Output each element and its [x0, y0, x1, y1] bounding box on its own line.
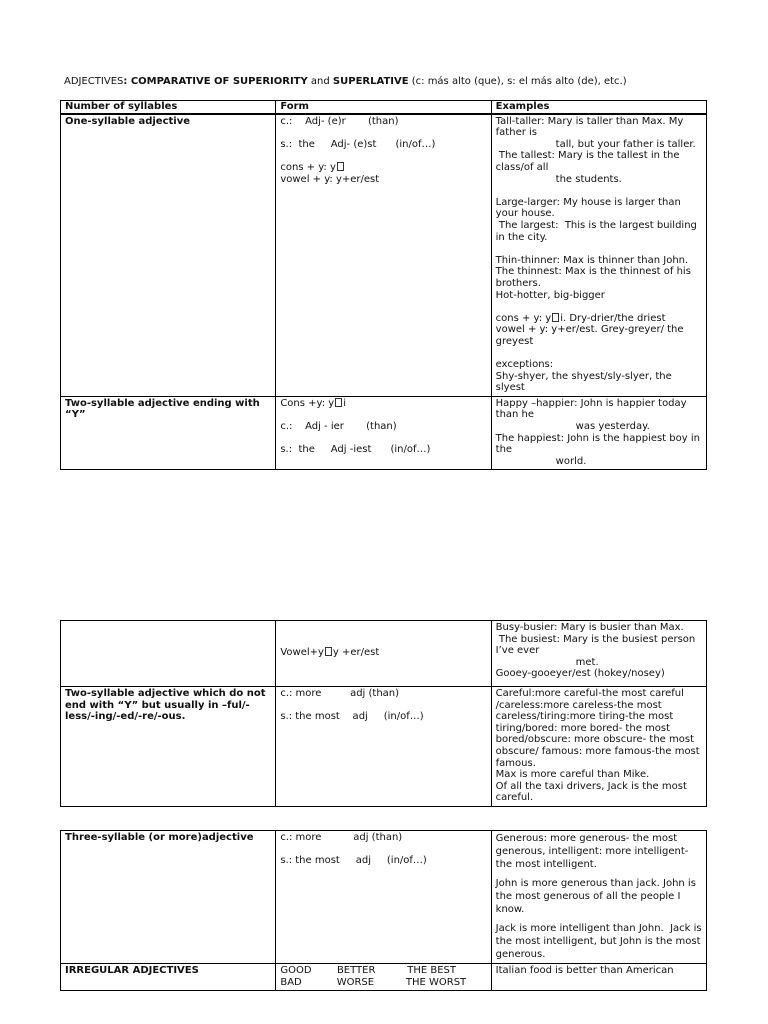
examples-cell [491, 396, 706, 470]
table-row [61, 621, 707, 687]
title-prefix: ADJECTIVES [64, 76, 124, 87]
example-line: Of all the taxi drivers, Jack is the most careful. [495, 780, 691, 804]
syllables-label: One-syllable adjective [65, 115, 191, 127]
example-line: Italian food is better than American [495, 965, 674, 976]
title-note: (c: más alto (que), s: el más alto (de), etc.) [408, 76, 627, 87]
page-title [64, 76, 744, 88]
examples-cell [491, 114, 706, 397]
header-examples: Examples [491, 101, 706, 114]
syllables-cell [61, 396, 276, 470]
adjectives-table-2 [60, 620, 707, 807]
header-form: Form [276, 101, 491, 114]
form-line: s.: the Adj -iest (in/of…) [280, 444, 431, 456]
syllables-label: Three-syllable (or more)adjective [65, 832, 254, 843]
table-row [61, 396, 707, 470]
example-line: The largest: This is the largest building in the city. [495, 219, 701, 243]
syllables-cell [61, 964, 276, 991]
form-line: c.: more adj (than) [280, 688, 400, 699]
adjectives-table-3 [60, 830, 707, 991]
example-line: the students. [555, 173, 622, 185]
table-row [61, 114, 707, 397]
title-comparative: COMPARATIVE OF SUPERIORITY [130, 76, 308, 87]
form-line: s.: the most adj (in/of…) [280, 855, 427, 867]
form-cell [276, 831, 491, 964]
example-line: The thinnest: Max is the thinnest of his brothers. [495, 266, 695, 289]
title-and: and [307, 76, 333, 87]
form-line: Vowel+y y +er/est [280, 647, 380, 659]
examples-cell [491, 687, 706, 807]
examples-cell [491, 831, 706, 964]
title-superlative: SUPERLATIVE [332, 76, 409, 87]
example-line: The busiest: Mary is the busiest person I’ve ever [495, 633, 699, 657]
form-cell [276, 114, 491, 397]
example-line: cons + y: y i. Dry-drier/the driest [495, 312, 666, 324]
form-cell [276, 396, 491, 470]
example-line: world. [555, 455, 587, 467]
example-line: John is more generous than jack. John is the most generous of all the people I know. [495, 878, 700, 915]
example-line: The tallest: Mary is the tallest in the class/of all [495, 150, 683, 173]
form-line: s.: the Adj- (e)st (in/of…) [280, 138, 436, 150]
example-line: The happiest: John is the happiest boy in the [495, 432, 704, 456]
missing-glyph-icon [335, 398, 342, 407]
header-syllables: Number of syllables [61, 101, 276, 114]
form-cell [276, 621, 491, 687]
table-row [61, 687, 707, 807]
example-line: tall, but your father is taller. [555, 138, 696, 150]
table-row [61, 831, 707, 964]
form-line: Cons +y: y i [280, 397, 346, 409]
example-line: Max is more careful than Mike. [495, 769, 650, 781]
table-header-row [61, 101, 707, 114]
example-line: Hot-hotter, big-bigger [495, 289, 605, 301]
syllables-cell [61, 621, 276, 687]
example-line: exceptions: [495, 359, 554, 371]
example-line: Jack is more intelligent than John. Jack is the most intelligent, but John is the most generous. [495, 923, 705, 960]
example-line: Shy-shyer, the shyest/sly-slyer, the slyest [495, 370, 675, 394]
example-line: Happy –happier: John is happier today than he [495, 397, 690, 421]
example-line: Busy-busier: Mary is busier than Max. [495, 622, 684, 633]
syllables-cell [61, 687, 276, 807]
example-line: Generous: more generous- the most generous, intelligent: more intelligent- the most intelligent. [495, 833, 692, 870]
form-line: vowel + y: y+er/est [280, 173, 380, 185]
syllables-label: Two-syllable adjective ending with “Y” [65, 397, 260, 421]
form-line: BAD WORSE THE WORST [280, 976, 467, 988]
example-line: met. [575, 656, 599, 668]
missing-glyph-icon [552, 313, 559, 322]
syllables-label: IRREGULAR ADJECTIVES [65, 965, 199, 976]
form-line: GOOD BETTER THE BEST [280, 965, 456, 976]
syllables-label: Two-syllable adjective which do not end with “Y” but usually in –ful/-less/-ing/-ed/-re/-ous. [65, 688, 266, 723]
form-line: c.: Adj- (e)r (than) [280, 115, 399, 127]
form-cell [276, 687, 491, 807]
syllables-cell [61, 831, 276, 964]
form-line: s.: the most adj (in/of…) [280, 711, 424, 723]
syllables-cell [61, 114, 276, 397]
example-line: Large-larger: My house is larger than your house. [495, 196, 684, 220]
example-line: Tall-taller: Mary is taller than Max. My father is [495, 115, 687, 139]
missing-glyph-icon [337, 162, 344, 171]
title-colon: : [123, 76, 131, 87]
examples-cell [491, 964, 706, 991]
adjectives-table-1 [60, 100, 707, 470]
form-cell [276, 964, 491, 991]
examples-cell [491, 621, 706, 687]
table-row [61, 964, 707, 991]
example-line: vowel + y: y+er/est. Grey-greyer/ the greyest [495, 324, 687, 347]
missing-glyph-icon [325, 647, 332, 656]
form-line: cons + y: y [280, 162, 487, 174]
form-line: c.: more adj (than) [280, 832, 403, 843]
example-line: was yesterday. [575, 421, 650, 433]
example-line: Gooey-gooeyer/est (hokey/nosey) [495, 668, 665, 680]
form-line: c.: Adj - ier (than) [280, 421, 397, 433]
example-line: Thin-thinner: Max is thinner than John. [495, 254, 689, 266]
example-line: Careful:more careful-the most careful /careless:more careless-the most careless/tiring:more tiring-the most tiring/bored: more bored- the most bored/obscure: more obscure- the most obscure/ famous: more famous-the most famous. [495, 688, 703, 769]
